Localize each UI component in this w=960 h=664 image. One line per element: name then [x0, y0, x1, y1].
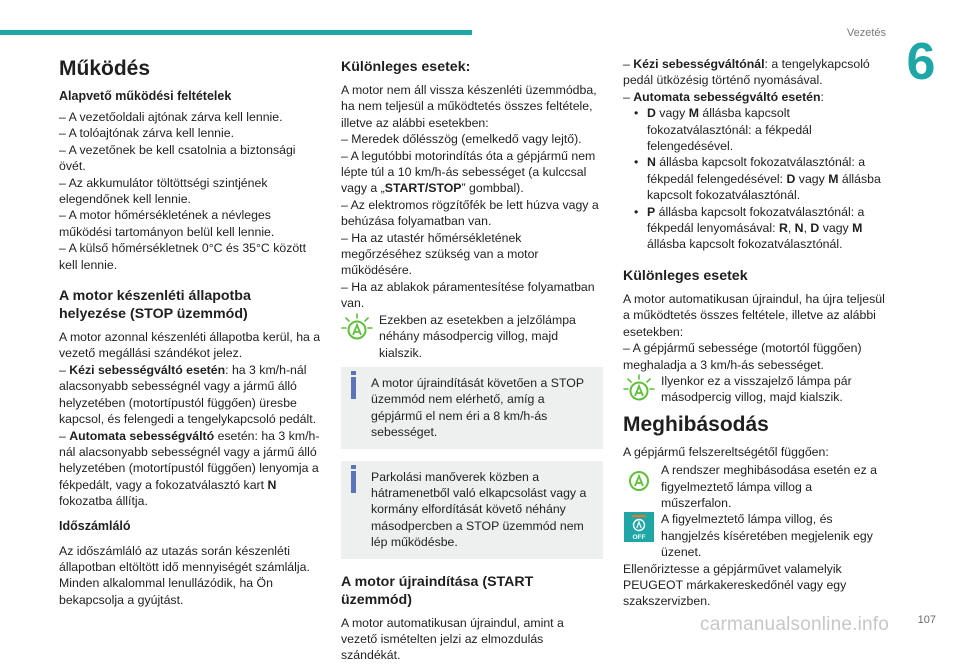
manual-gearbox-item: – Kézi sebességváltó esetén: ha 3 km/h-nál alacsonyabb sebességnél vagy a jármű álló helyzetében (motortípustól függően) üresbe kapcsol, és felengedi a tengelykapcsoló pedált.: [59, 362, 317, 427]
watermark: carmanualsonline.info: [700, 614, 890, 635]
paragraph: A gépjármű felszereltségétől függően:: [623, 444, 829, 459]
column-2: [341, 56, 603, 664]
fault-lamp-text: A rendszer meghibásodása esetén ez a figyelmeztető lámpa villog a műszerfalon.: [661, 463, 878, 510]
info-text: A motor újraindítását követően a STOP üzemmód nem elérhető, amíg a gépjármű el nem éri a 8 km/h-ás sebességet.: [371, 375, 584, 440]
case-item: – A legutóbbi motorindítás óta a gépjármű nem lépte túl a 10 km/h-ás sebességet (a kulccsal vagy a „START/STOP” gombbal).: [341, 148, 596, 196]
condition-item: – A tolóajtónak zárva kell lennie.: [59, 126, 235, 141]
fault-off-note: [623, 511, 885, 560]
stop-start-lamp-icon: [623, 374, 655, 404]
stop-start-lamp-icon: [341, 313, 373, 343]
title-meghibasodas: Meghibásodás: [623, 412, 769, 436]
section-name: Vezetés: [846, 27, 886, 39]
condition-item: – Az akkumulátor töltöttségi szintjének elegendőnek kell lennie.: [59, 175, 268, 207]
paragraph: A motor azonnal készenléti állapotba kerül, ha a vezető megállási szándékot jelez.: [59, 330, 321, 361]
off-label: OFF: [632, 534, 646, 542]
manual-restart-item: – Kézi sebességváltónál: a tengelykapcsoló pedál ütközésig történő nyomásával.: [623, 57, 870, 88]
subtitle-special-cases-2: Különleges esetek: [623, 267, 748, 284]
lamp-note: [341, 312, 603, 361]
fault-off-text: A figyelmeztető lámpa villog, és hangjelzés kíséretében megjelenik egy üzenet.: [661, 512, 873, 560]
paragraph: Az időszámláló az utazás során készenléti állapotban eltöltött idő mennyiségét számlálja. Minden alkalommal lenullázódik, ha Ön bekapcsolja a gyújtást.: [59, 543, 310, 607]
header-accent-bar: [0, 30, 472, 35]
subtitle-stop-mode: A motor készenléti állapotba helyezése (STOP üzemmód): [59, 288, 251, 323]
condition-item: – A motor hőmérsékletének a névleges működési tartományon belül kell lennie.: [59, 208, 275, 239]
info-box-restart: [341, 367, 603, 449]
stop-start-off-lamp-icon: [623, 511, 655, 543]
subtitle-conditions: Alapvető működési feltételek: [59, 89, 232, 103]
paragraph: Ellenőriztesse a gépjárművet valamelyik PEUGEOT márkakereskedőnél vagy egy szakszervizben.: [623, 561, 847, 609]
bullet-item: • D vagy M állásba kapcsolt fokozatválasztónál: a fékpedál felengedésével.: [634, 106, 812, 154]
column-1: [59, 56, 321, 608]
case-item: – A gépjármű sebessége (motortól függően) meghaladja a 3 km/h-ás sebességet.: [623, 341, 862, 372]
lamp-note: [623, 373, 885, 406]
lamp-note-text: Ezekben az esetekben a jelzőlámpa néhány másodpercig villog, majd kialszik.: [379, 312, 576, 360]
case-item: – Az elektromos rögzítőfék be lett húzva vagy a behúzása folyamatban van.: [341, 197, 599, 229]
paragraph: A motor automatikusan újraindul, amint a vezető ismételten jelzi az elmozdulás szándékát.: [341, 615, 564, 663]
lamp-note-text: Ilyenkor ez a visszajelző lámpa pár másodpercig villog, majd kialszik.: [661, 373, 852, 405]
subtitle-start-mode: A motor újraindítása (START üzemmód): [341, 573, 534, 608]
paragraph: A motor automatikusan újraindul, ha újra teljesül a működtetés összes feltétele, illetve az alábbi esetekben:: [623, 291, 885, 339]
case-item: – Ha az ablakok páramentesítése folyamatban van.: [341, 279, 595, 311]
info-icon: [351, 471, 356, 493]
condition-item: – A vezetőnek be kell csatolnia a biztonsági övét.: [59, 142, 296, 174]
title-mukodes: Működés: [59, 57, 151, 80]
subtitle-special-cases: Különleges esetek:: [341, 59, 471, 75]
condition-item: – A vezetőoldali ajtónak zárva kell lennie.: [59, 110, 283, 124]
case-item: – Ha az utastér hőmérsékletének megőrzéséhez szükség van a motor működésére.: [341, 230, 539, 278]
chapter-number: 6: [906, 33, 936, 91]
subtitle-timer: Időszámláló: [59, 518, 131, 533]
automatic-restart-item: – Automata sebességváltó esetén:: [623, 89, 824, 104]
page-number: 107: [917, 614, 936, 626]
info-text: Parkolási manőverek közben a hátramenetből való elkapcsolást vagy a kormány elfordítását követő néhány másodpercben a STOP üzemmód nem lép működésbe.: [371, 469, 587, 550]
fault-lamp-note: [623, 462, 885, 511]
bullet-item: • P állásba kapcsolt fokozatválasztónál: a fékpedál lenyomásával: R, N, D vagy M állásba kapcsolt fokozatválasztónál.: [634, 204, 865, 252]
condition-item: – A külső hőmérsékletnek 0°C és 35°C között kell lennie.: [59, 241, 307, 272]
info-box-parking: [341, 461, 603, 559]
stop-start-lamp-icon: [623, 466, 655, 496]
info-icon: [351, 377, 356, 399]
column-3: [623, 56, 885, 610]
paragraph: A motor nem áll vissza készenléti üzemmódba, ha nem teljesül a működtetés összes feltétele, illetve az alábbi esetekben:: [341, 83, 597, 130]
case-item: – Meredek dőlésszög (emelkedő vagy lejtő).: [341, 132, 582, 147]
bullet-item: • N állásba kapcsolt fokozatválasztónál: a fékpedál felengedésével: D vagy M állásba kapcsolt fokozatválasztónál.: [634, 155, 881, 203]
automatic-gearbox-item: – Automata sebességváltó esetén: ha 3 km/h-nál alacsonyabb sebességnél vagy a jármű álló helyzetében (motortípustól függően) lenyomja a fékpedált, vagy a fokozatválasztó kart N fokozatba állítja.: [59, 428, 320, 509]
